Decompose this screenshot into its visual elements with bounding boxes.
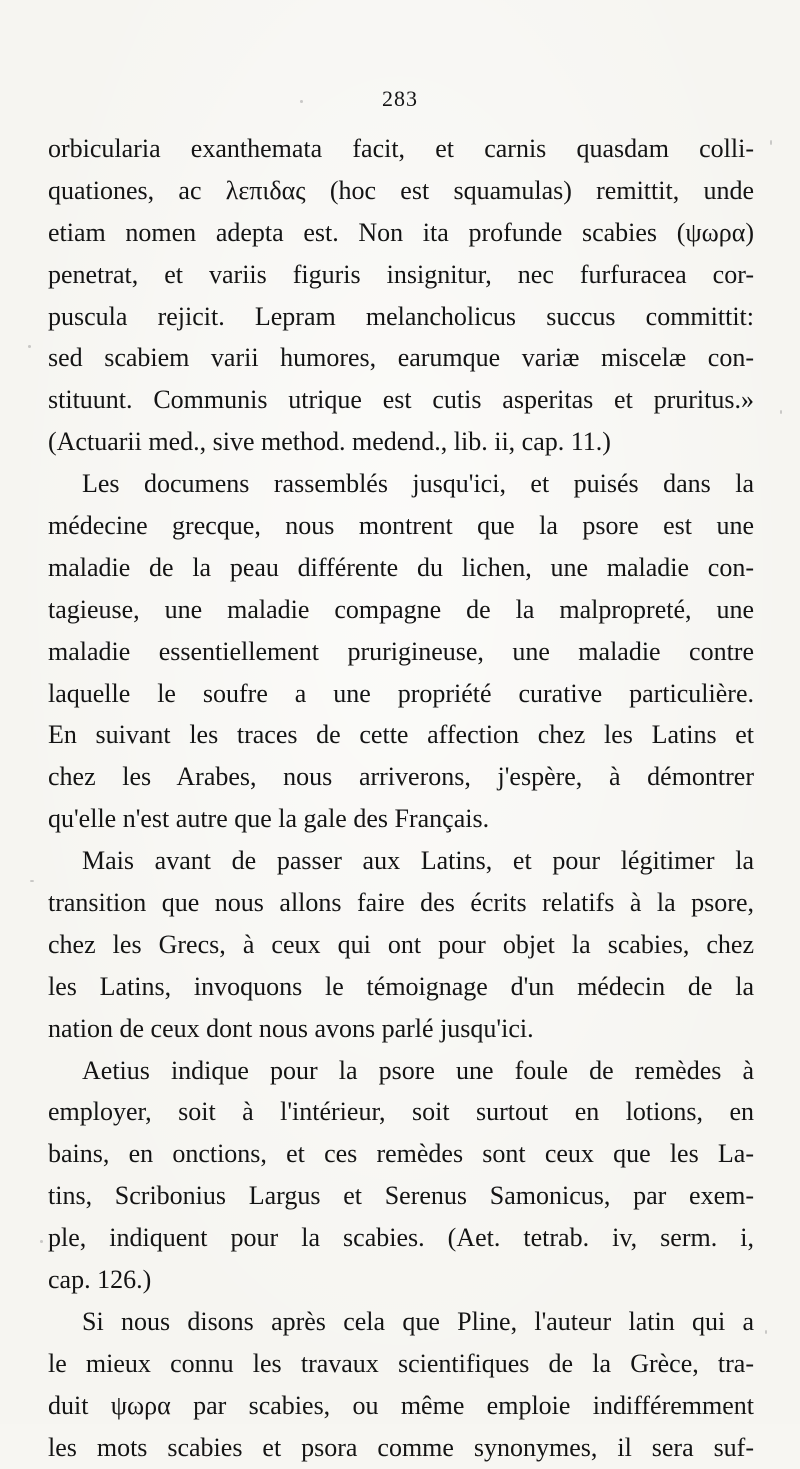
scan-speck: [300, 100, 303, 103]
text-line: ple, indiquent pour la scabies. (Aet. tetrab. iv, serm. i,: [48, 1223, 754, 1253]
text-line: puscula rejicit. Lepram melancholicus succus committit:: [48, 301, 754, 331]
scan-speck: [28, 345, 31, 348]
text-line: maladie de la peau différente du lichen, une maladie con-: [48, 552, 754, 582]
text-line: employer, soit à l'intérieur, soit surtout en lotions, en: [48, 1097, 754, 1127]
text-line: Mais avant de passer aux Latins, et pour légitimer la: [82, 846, 754, 876]
text-line: chez les Arabes, nous arriverons, j'espère, à démontrer: [48, 762, 754, 792]
text-line: nation de ceux dont nous avons parlé jusqu'ici.: [48, 1013, 534, 1043]
text-line: duit ψωρα par scabies, ou même emploie indifféremment: [48, 1390, 754, 1420]
text-line: les Latins, invoquons le témoignage d'un médecin de la: [48, 971, 754, 1001]
text-line: Les documens rassemblés jusqu'ici, et puisés dans la: [82, 469, 754, 499]
text-line: quationes, ac λεπιδας (hoc est squamulas) remittit, unde: [48, 175, 754, 205]
text-line: chez les Grecs, à ceux qui ont pour objet la scabies, chez: [48, 929, 754, 959]
text-line: sed scabiem varii humores, earumque variæ miscelæ con-: [48, 343, 754, 373]
text-line: laquelle le soufre a une propriété curative particulière.: [48, 678, 754, 708]
text-line: médecine grecque, nous montrent que la psore est une: [48, 511, 754, 541]
text-line: tins, Scribonius Largus et Serenus Samonicus, par exem-: [48, 1181, 754, 1211]
text-line: stituunt. Communis utrique est cutis asperitas et pruritus.»: [48, 385, 754, 415]
text-line: cap. 126.): [48, 1265, 152, 1295]
text-line: tagieuse, une maladie compagne de la malpropreté, une: [48, 594, 754, 624]
text-line: le mieux connu les travaux scientifiques de la Grèce, tra-: [48, 1348, 754, 1378]
scan-speck: [30, 880, 34, 882]
text-line: orbicularia exanthemata facit, et carnis quasdam colli-: [48, 134, 754, 163]
scan-speck: [40, 1240, 43, 1243]
text-line: maladie essentiellement prurigineuse, une maladie contre: [48, 636, 754, 666]
text-line: En suivant les traces de cette affection chez les Latins et: [48, 720, 754, 750]
text-line: bains, en onctions, et ces remèdes sont ceux que les La-: [48, 1139, 754, 1169]
text-line: etiam nomen adepta est. Non ita profunde scabies (ψωρα): [48, 217, 754, 247]
text-line: les mots scabies et psora comme synonymes, il sera suf-: [48, 1432, 754, 1462]
text-line: (Actuarii med., sive method. medend., lib. ii, cap. 11.): [48, 427, 611, 457]
scan-speck: [780, 410, 782, 414]
text-line: Aetius indique pour la psore une foule de remèdes à: [82, 1055, 754, 1085]
text-line: Si nous disons après cela que Pline, l'auteur latin qui a: [82, 1306, 754, 1336]
page-number: 283: [382, 86, 418, 111]
body-text: [48, 128, 754, 1469]
scan-speck: [770, 140, 772, 145]
text-line: transition que nous allons faire des écrits relatifs à la psore,: [48, 888, 754, 918]
text-line: penetrat, et variis figuris insignitur, nec furfuracea cor-: [48, 259, 754, 289]
text-line: qu'elle n'est autre que la gale des Français.: [48, 804, 490, 834]
scan-speck: [765, 1330, 767, 1334]
